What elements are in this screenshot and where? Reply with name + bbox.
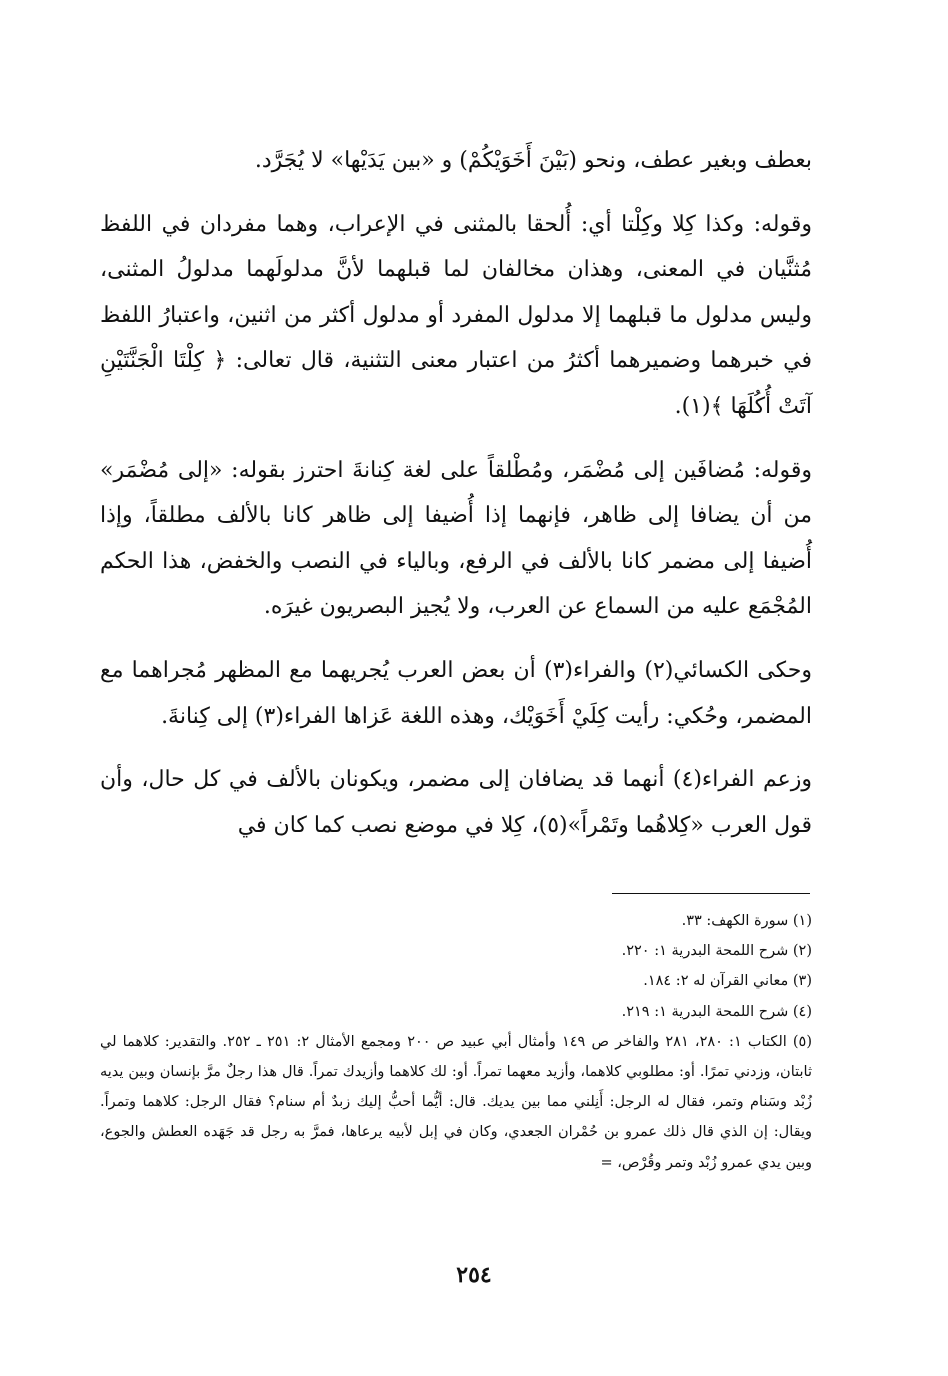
- footnote: (١) سورة الكهف: ٣٣.: [681, 913, 812, 929]
- main-text: [100, 138, 812, 866]
- footnote: (٤) شرح اللمحة البدرية ١: ٢١٩.: [621, 1003, 812, 1020]
- footnotes: [100, 906, 812, 1178]
- page-number: ٢٥٤: [456, 1262, 492, 1288]
- footnote: (٢) شرح اللمحة البدرية ١: ٢٢٠.: [621, 943, 812, 960]
- footnote: (٥) الكتاب ١: ٢٨٠، ٢٨١ والفاخر ص ١٤٩ وأمثال أبي عبيد ص ٢٠٠ ومجمع الأمثال ٢: ٢٥١ ـ ٢٥٢. والتقدير: كلاهما لي ثابتان، وزدني تمرًا. أو: مطلوبي كلاهما، وأزيد معهما تمراً. أو: لك كلاهما وأزيدك تمراً. قال هذا رجلٌ مرَّ بإنسان وبين يديه زُبْد وسَنام وتمر، فقال له الرجل: أَنِلني مما بين يديك. قال: أيُّما أحبُّ إليك زبدٌ أم سنام؟ فقال الرجل: كلاهما وتمراً. ويقال: إن الذي قال ذلك عمرو بن حُمْران الجعدي، وكان في إبل لأبيه يرعاها، فمرَّ به رجل قد جَهَده العطش والجوع، وبين يدي عمرو زُبْد وتمر وقُرْص، =: [100, 1033, 813, 1171]
- paragraph: وقوله: مُضافَين إلى مُضْمَر، ومُطْلقاً على لغة كِنانةَ احترز بقوله: «إلى مُضْمَر» من أن يضافا إلى ظاهر، فإنهما إذا أُضيفا إلى ظاهر كانا بالألف مطلقاً، وإذا أُضيفا إلى مضمر كانا بالألف في الرفع، وبالياء في النصب والخفض، هذا الحكم المُجْمَع عليه من السماع عن العرب، ولا يُجيز البصريون غيرَه.: [100, 457, 812, 620]
- footnote: (٣) معاني القرآن له ٢: ١٨٤.: [643, 973, 812, 990]
- paragraph: وزعم الفراء(٤) أنهما قد يضافان إلى مضمر، ويكونان بالألف في كل حال، وأن قول العرب «كِلاهُما وتَمْراً»(٥)، كِلا في موضع نصب كما كان في: [100, 767, 812, 838]
- footnote-divider: [612, 893, 810, 894]
- paragraph: وقوله: وكذا كِلا وكِلْتا أي: أُلحقا بالمثنى في الإعراب، وهما مفردان في اللفظ مُثنَّيان في المعنى، وهذان مخالفان لما قبلهما لأنَّ مدلولَهما مدلولُ المثنى، وليس مدلول ما قبلهما إلا مدلول المفرد أو مدلول أكثر من اثنين، واعتبارُ اللفظ في خبرهما وضميرهما أكثرُ من اعتبار معنى التثنية، قال تعالى: ﴿ كِلْتَا الْجَنَّتَيْنِ آتَتْ أُكُلَهَا ﴾(١).: [100, 211, 812, 419]
- paragraph: بعطف وبغير عطف، ونحو (بَيْنَ أَخَوَيْكُمْ) و «بين يَدَيْها» لا يُجَرَّد.: [254, 148, 812, 173]
- paragraph: وحكى الكسائي(٢) والفراء(٣) أن بعض العرب يُجريهما مع المظهر مُجراهما مع المضمر، وحُكي: رأيت كِلَيْ أَخَوَيْك، وهذه اللغة عَزاها الفراء(٣) إلى كِنانةَ.: [100, 657, 812, 729]
